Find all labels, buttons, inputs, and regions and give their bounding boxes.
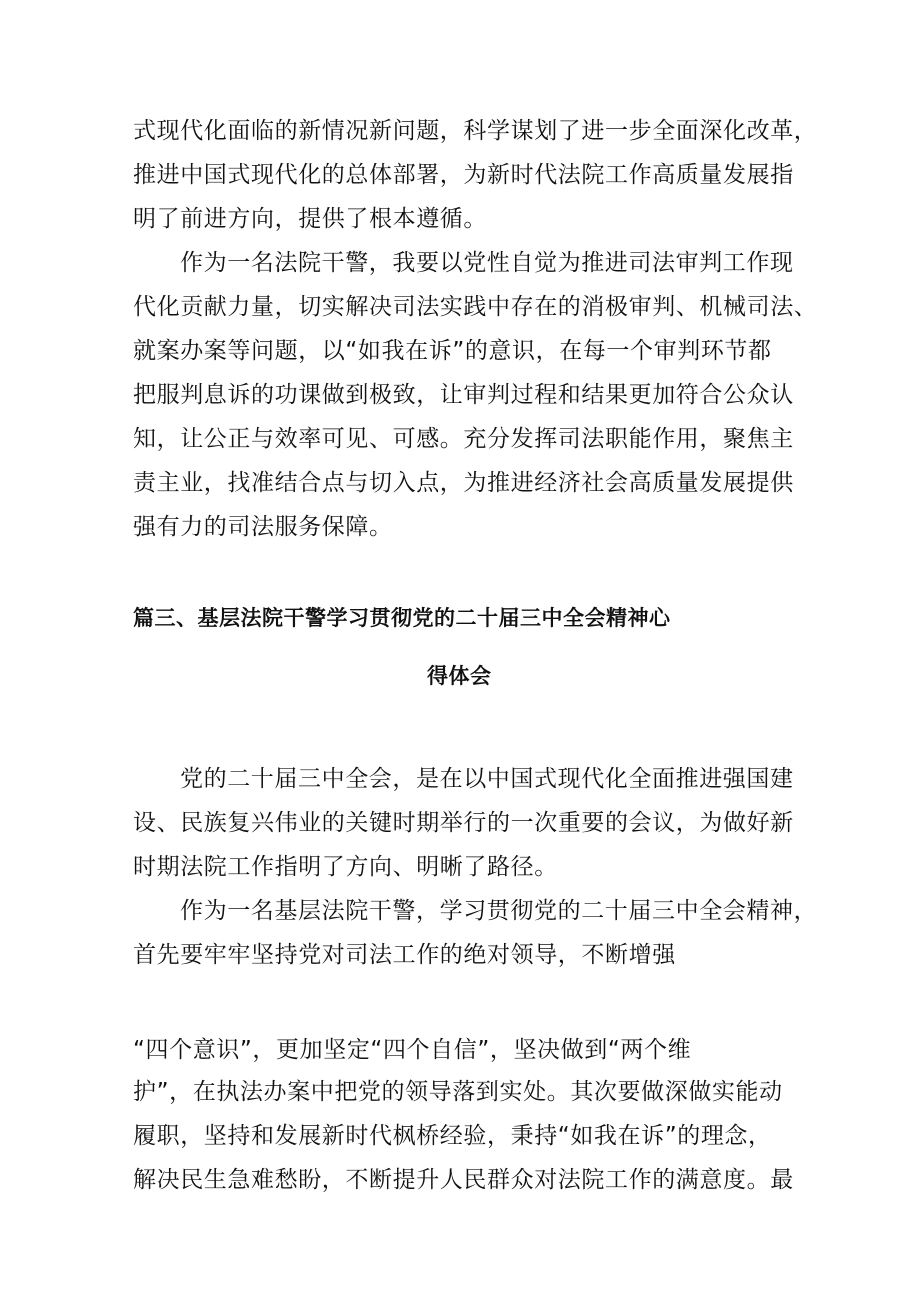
paragraph-5-line-3: 履职，坚持和发展新时代枫桥经验，秉持“如我在诉”的理念， — [133, 1123, 772, 1149]
paragraph-2-line-5: 知，让公正与效率可见、可感。充分发挥司法职能作用，聚焦主 — [133, 426, 794, 452]
paragraph-3-line-1: 党的二十届三中全会，是在以中国式现代化全面推进强国建 — [180, 766, 794, 792]
paragraph-4-line-1: 作为一名基层法院干警，学习贯彻党的二十届三中全会精神， — [180, 898, 818, 924]
paragraph-5-line-2: 护”，在执法办案中把党的领导落到实处。其次要做深做实能动 — [133, 1079, 783, 1105]
paragraph-1-line-1: 式现代化面临的新情况新问题，科学谋划了进一步全面深化改革， — [133, 118, 818, 144]
paragraph-5-line-4: 解决民生急难愁盼，不断提升人民群众对法院工作的满意度。最 — [133, 1167, 794, 1193]
paragraph-3-line-2: 设、民族复兴伟业的关键时期举行的一次重要的会议，为做好新 — [133, 810, 794, 836]
section-heading-line-2: 得体会 — [427, 664, 492, 688]
paragraph-2-line-6: 责主业，找准结合点与切入点，为推进经济社会高质量发展提供 — [133, 470, 794, 496]
paragraph-4-line-2: 首先要牢牢坚持党对司法工作的绝对领导，不断增强 — [133, 942, 676, 968]
paragraph-2-line-3: 就案办案等问题，以“如我在诉”的意识，在每一个审判环节都 — [133, 338, 772, 364]
paragraph-2-line-4: 把服判息诉的功课做到极致，让审判过程和结果更加符合公众认 — [133, 382, 794, 408]
paragraph-1-line-2: 推进中国式现代化的总体部署，为新时代法院工作高质量发展指 — [133, 162, 794, 188]
paragraph-2-line-2: 代化贡献力量，切实解决司法实践中存在的消极审判、机械司法、 — [133, 294, 818, 320]
paragraph-3-line-3: 时期法院工作指明了方向、明晰了路径。 — [133, 854, 558, 880]
paragraph-5-line-1: “四个意识”，更加坚定“四个自信”，坚决做到“两个维 — [133, 1037, 692, 1063]
paragraph-2-line-7: 强有力的司法服务保障。 — [133, 514, 393, 540]
section-heading-line-1: 篇三、基层法院干警学习贯彻党的二十届三中全会精神心 — [133, 606, 671, 630]
paragraph-1-line-3: 明了前进方向，提供了根本遵循。 — [133, 206, 487, 232]
paragraph-2-line-1: 作为一名法院干警，我要以党性自觉为推进司法审判工作现 — [180, 250, 794, 276]
